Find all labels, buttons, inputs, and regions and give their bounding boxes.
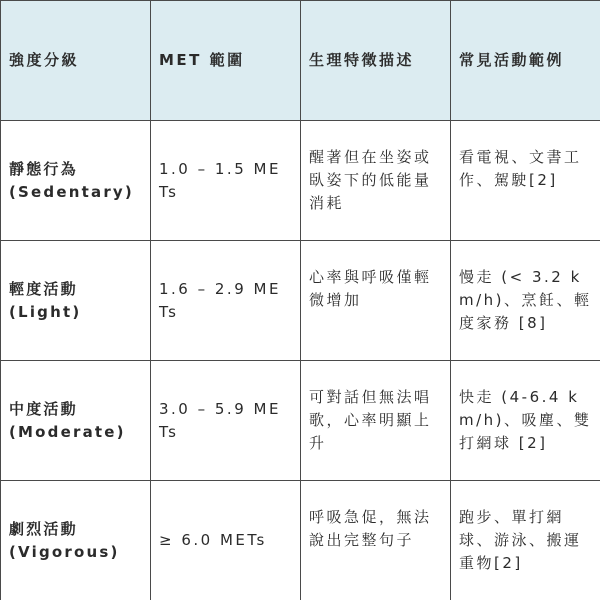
examples-cell: 跑步、單打網球、游泳、搬運重物[2] <box>451 481 600 600</box>
description-cell: 可對話但無法唱歌，心率明顯上升 <box>301 361 451 481</box>
examples-cell: 看電視、文書工作、駕駛[2] <box>451 121 600 241</box>
table-row-vigorous <box>1 481 600 600</box>
intensity-level-en: (Light) <box>9 302 82 321</box>
met-range-cell: 1.0 – 1.5 METs <box>151 121 301 241</box>
description-cell: 呼吸急促，無法說出完整句子 <box>301 481 451 600</box>
intensity-level-cell <box>1 361 151 481</box>
intensity-level-en: (Vigorous) <box>9 542 120 561</box>
met-range-cell: 3.0 – 5.9 METs <box>151 361 301 481</box>
met-range-cell: ≥ 6.0 METs <box>151 481 301 600</box>
header-physiological-description: 生理特徵描述 <box>301 1 451 121</box>
table-header <box>1 1 600 121</box>
table-row-light <box>1 241 600 361</box>
header-row <box>1 1 600 121</box>
intensity-level-zh: 靜態行為 <box>9 159 78 178</box>
description-cell: 心率與呼吸僅輕微增加 <box>301 241 451 361</box>
intensity-level-en: (Moderate) <box>9 422 126 441</box>
table-row-sedentary <box>1 121 600 241</box>
header-activity-examples: 常見活動範例 <box>451 1 600 121</box>
description-cell: 醒著但在坐姿或臥姿下的低能量消耗 <box>301 121 451 241</box>
table-body <box>1 121 600 600</box>
intensity-level-zh: 劇烈活動 <box>9 519 78 538</box>
intensity-level-zh: 中度活動 <box>9 399 78 418</box>
intensity-level-en: (Sedentary) <box>9 182 134 201</box>
table-row-moderate <box>1 361 600 481</box>
intensity-level-cell <box>1 481 151 600</box>
examples-cell: 快走 (4-6.4 km/h)、吸塵、雙打網球 [2] <box>451 361 600 481</box>
header-intensity-level: 強度分級 <box>1 1 151 121</box>
header-met-range: MET 範圍 <box>151 1 301 121</box>
intensity-level-cell <box>1 121 151 241</box>
examples-cell: 慢走 (< 3.2 km/h)、烹飪、輕度家務 [8] <box>451 241 600 361</box>
intensity-level-cell <box>1 241 151 361</box>
intensity-level-zh: 輕度活動 <box>9 279 78 298</box>
met-range-cell: 1.6 – 2.9 METs <box>151 241 301 361</box>
